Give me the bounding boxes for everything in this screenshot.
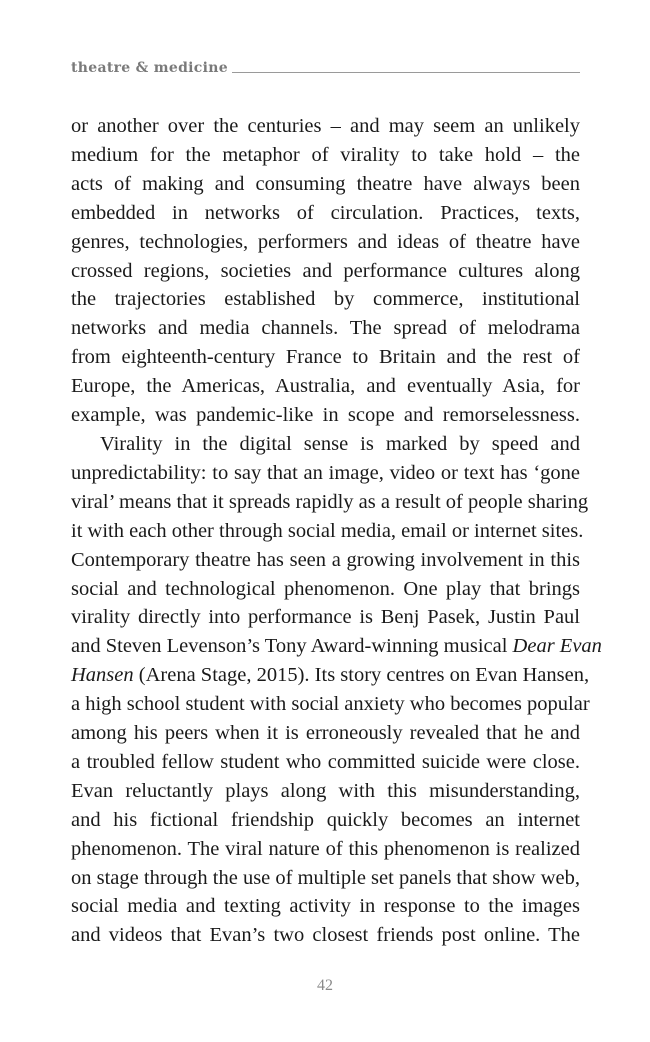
running-head-rule	[232, 72, 580, 73]
text-line: genres, technologies, performers and ideas of theatre have	[71, 230, 580, 253]
text-line: Evan reluctantly plays along with this misunderstanding,	[71, 779, 580, 802]
text-line: on stage through the use of multiple set panels that show web,	[71, 866, 580, 889]
text-line: from eighteenth-century France to Britain and the rest of	[71, 346, 580, 369]
text-line: Virality in the digital sense is marked by speed and	[100, 432, 580, 455]
text-line: among his peers when it is erroneously revealed that he and	[71, 722, 580, 745]
text-line: example, was pandemic-like in scope and remorselessness.	[71, 404, 580, 427]
running-head-title: theatre & medicine	[71, 60, 228, 76]
running-head	[71, 60, 580, 76]
play-title-italic: Hansen	[71, 664, 134, 687]
paragraph-1	[71, 112, 580, 430]
text-span: (Arena Stage, 2015). Its story centres on Evan Hansen,	[133, 664, 590, 687]
body-text	[71, 112, 602, 950]
text-line: Contemporary theatre has seen a growing involvement in this	[71, 548, 580, 571]
text-line: Europe, the Americas, Australia, and eventually Asia, for	[71, 375, 580, 398]
play-title-italic: Dear Evan	[512, 635, 602, 658]
paragraph-2	[71, 430, 602, 950]
text-line: virality directly into performance is Benj Pasek, Justin Paul	[71, 606, 580, 629]
text-span: and Steven Levenson’s Tony Award-winning musical	[71, 635, 513, 658]
text-line: networks and media channels. The spread of melodrama	[71, 317, 580, 340]
text-line: social media and texting activity in response to the images	[71, 895, 580, 918]
text-line: a troubled fellow student who committed suicide were close.	[71, 750, 580, 773]
text-line: and his fictional friendship quickly becomes an internet	[71, 808, 580, 831]
text-line	[71, 661, 590, 690]
text-line: acts of making and consuming theatre have always been	[71, 172, 580, 195]
text-line: embedded in networks of circulation. Practices, texts,	[71, 201, 580, 224]
text-line	[71, 632, 602, 661]
text-line: social and technological phenomenon. One play that brings	[71, 577, 580, 600]
text-line: or another over the centuries – and may seem an unlikely	[71, 115, 580, 137]
text-line: phenomenon. The viral nature of this phenomenon is realized	[71, 837, 580, 860]
text-line: the trajectories established by commerce, institutional	[71, 288, 580, 311]
text-line: crossed regions, societies and performance cultures along	[71, 259, 580, 282]
text-line: unpredictability: to say that an image, video or text has ‘gone	[71, 461, 580, 484]
text-line: a high school student with social anxiety who becomes popular	[71, 693, 590, 716]
text-line: it with each other through social media, email or internet sites.	[71, 519, 584, 542]
text-line: and videos that Evan’s two closest friends post online. The	[71, 924, 580, 947]
text-line: medium for the metaphor of virality to take hold – the	[71, 143, 580, 166]
text-line: viral’ means that it spreads rapidly as a result of people sharing	[71, 490, 589, 513]
page-number: 42	[317, 977, 333, 994]
